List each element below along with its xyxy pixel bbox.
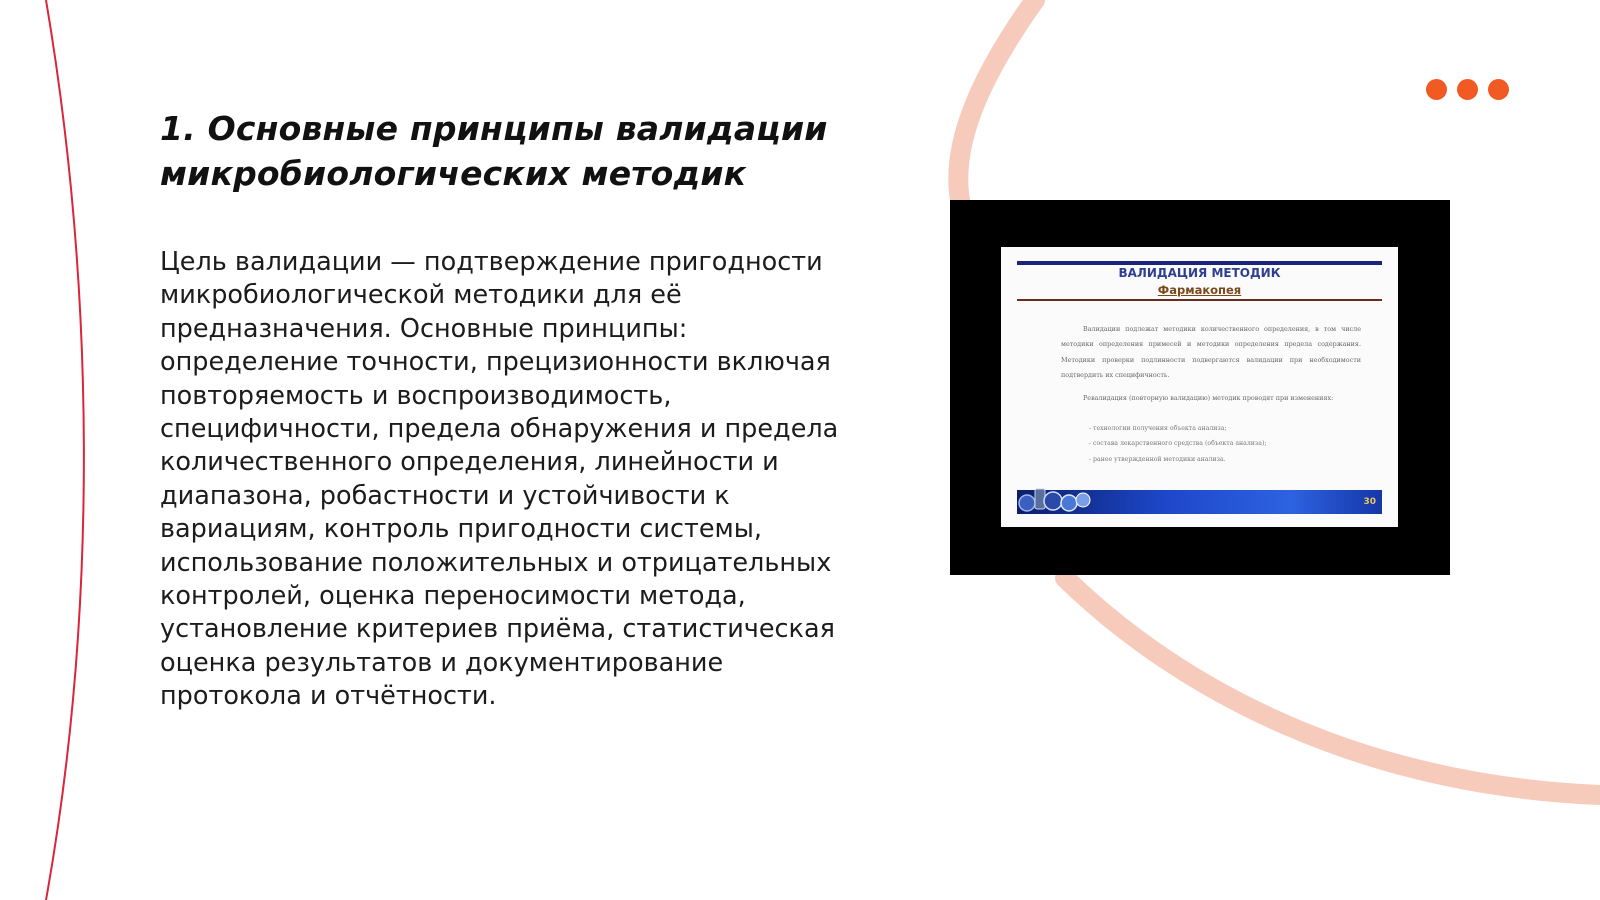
- lab-equipment-icon: [1017, 483, 1097, 515]
- three-dots-icon: [1426, 79, 1509, 100]
- list-item: - состава лекарственного средства (объекта анализа);: [1089, 440, 1267, 448]
- embedded-slide-frame: [950, 200, 1450, 575]
- left-edge-line: [46, 0, 84, 900]
- embedded-list: [1089, 421, 1379, 467]
- embedded-paragraph: Ревалидация (повторную валидацию) методик проводят при изменениях:: [1083, 394, 1334, 402]
- slide-body-text: Цель валидации — подтверждение пригодности микробиологической методики для её предназначения. Основные принципы: определение точности, прецизионности включая повторяемость и воспроизводимость, специфичности, предела обнаружения и предела количественного определения, линейности и диапазона, робастности и устойчивости к вариациям, контроль пригодности системы, использование положительных и отрицательных контролей, оценка переносимости метода, установление критериев приёма, статистическая оценка результатов и документирование протокола и отчётности.: [160, 247, 839, 712]
- embedded-paragraph: Валидации подлежат методики количественного определения, в том числе методики определения примесей и методики определения предела содержания. Методики проверки подлинности подвергаются валидации при необходимости подтвердить их специфичность.: [1061, 325, 1361, 380]
- slide-title: 1. Основные принципы валидации микробиологических методик: [160, 109, 828, 193]
- dot-icon: [1426, 79, 1447, 100]
- embedded-slide-subtitle: Фармакопея: [1157, 283, 1242, 297]
- embedded-slide-title: ВАЛИДАЦИЯ МЕТОДИК: [1118, 266, 1281, 280]
- embedded-divider: [1017, 299, 1382, 301]
- embedded-page-number: 30: [1363, 497, 1376, 507]
- list-item: - технологии получения объекта анализа;: [1089, 425, 1227, 432]
- list-item: - ранее утвержденной методики анализа.: [1089, 455, 1226, 463]
- dot-icon: [1488, 79, 1509, 100]
- dot-icon: [1457, 79, 1478, 100]
- embedded-slide: [1001, 247, 1398, 527]
